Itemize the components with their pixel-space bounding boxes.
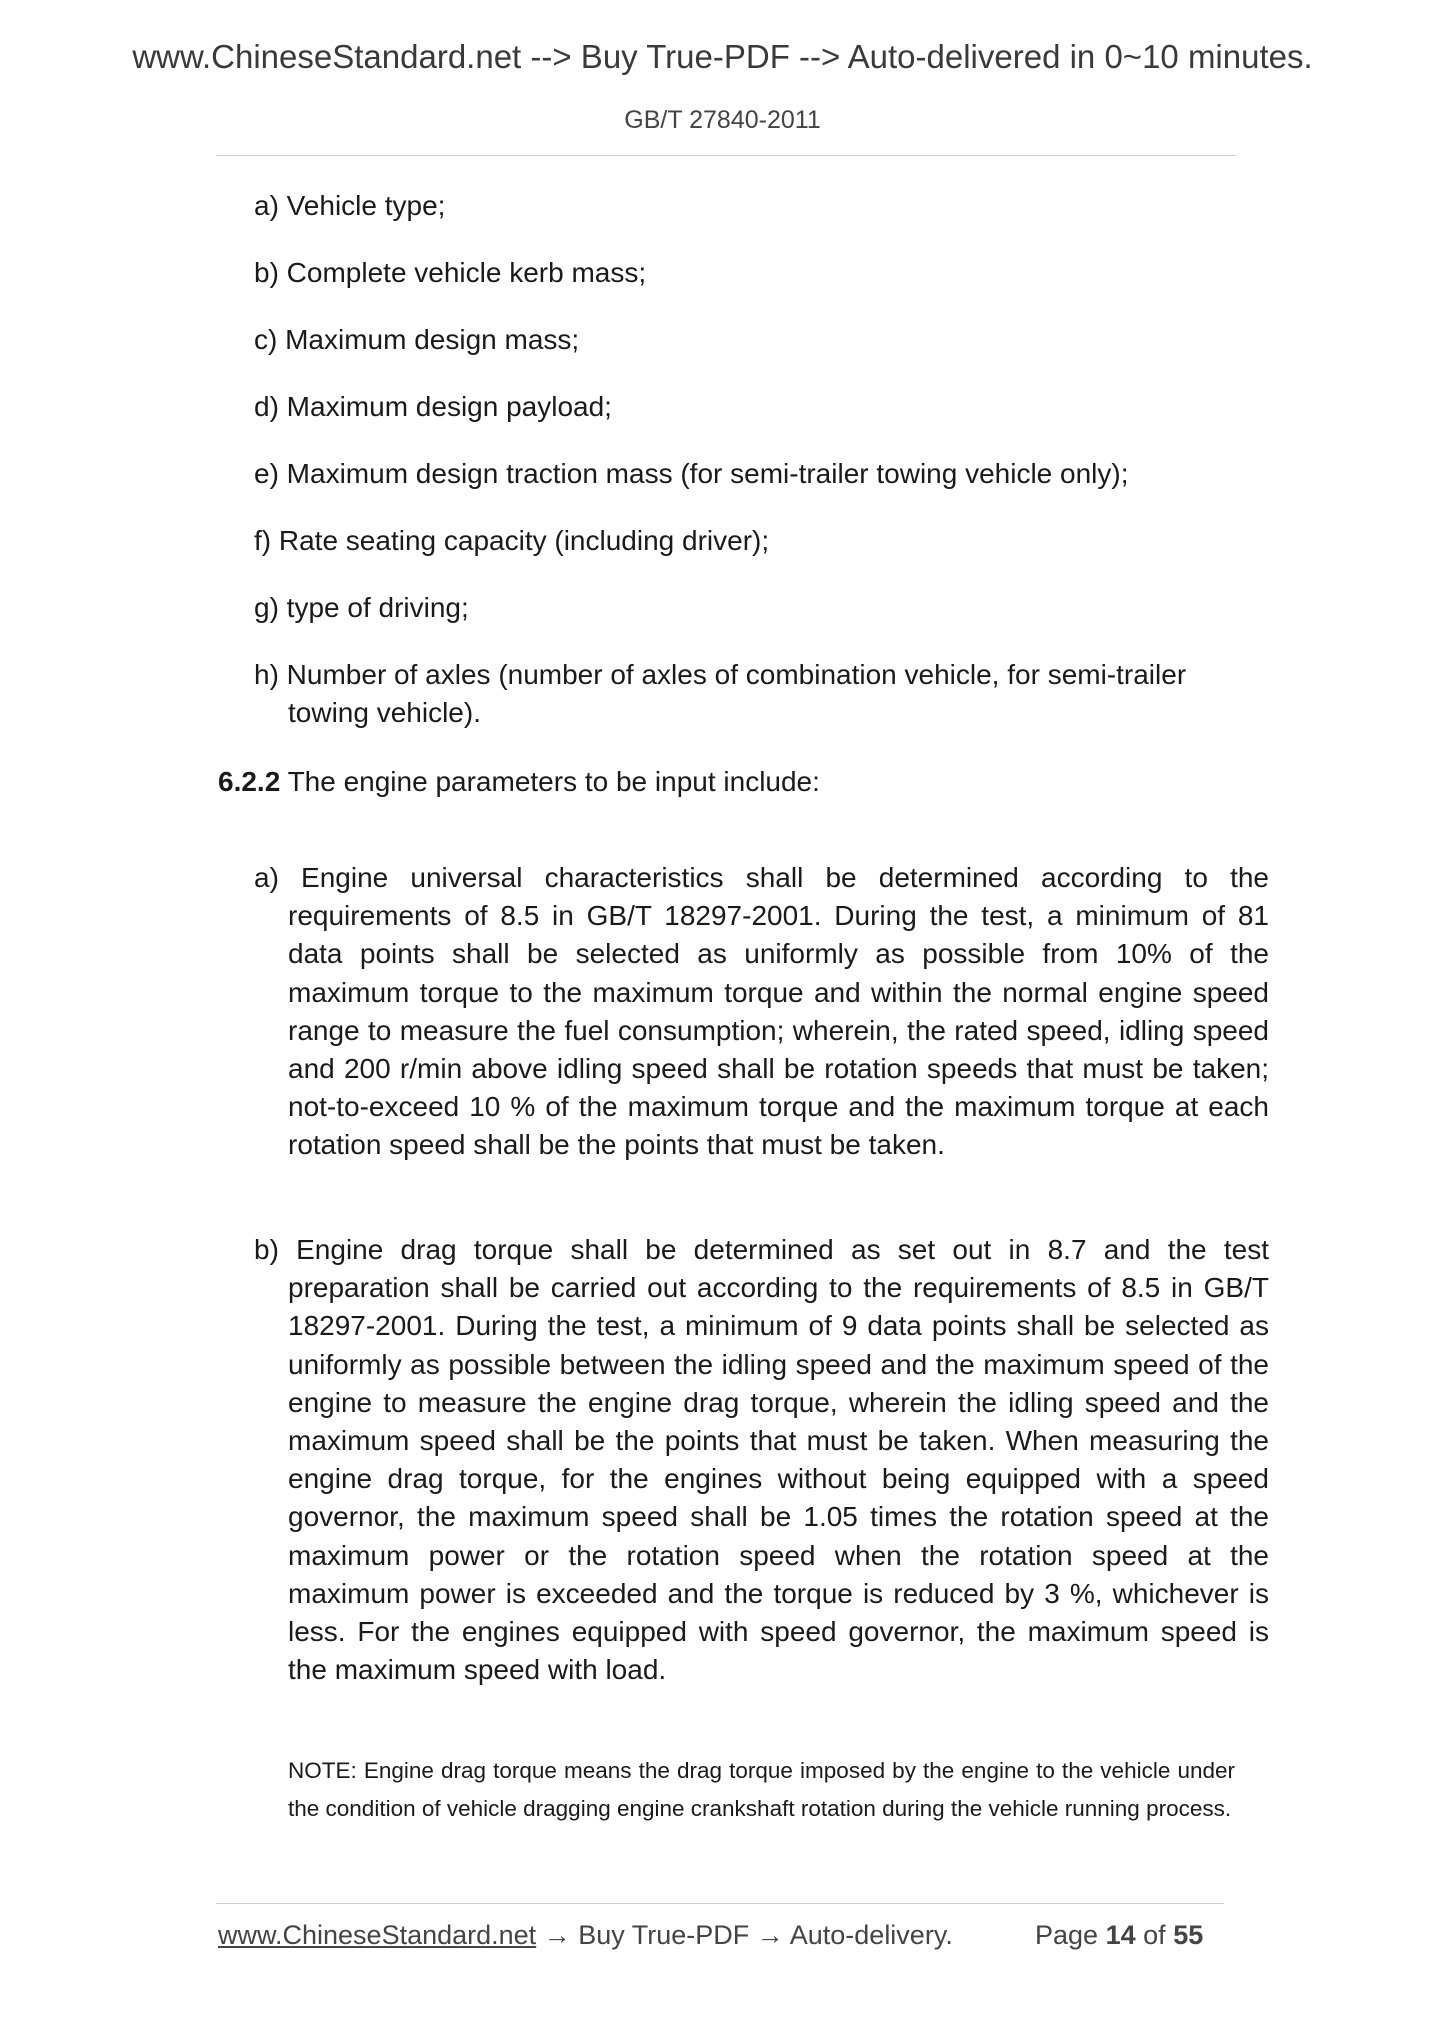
list-item: h) Number of axles (number of axles of combination vehicle, for semi-trailer towing vehicle). <box>254 659 1187 728</box>
page-total: 55 <box>1173 1920 1204 1950</box>
list-item: b) Complete vehicle kerb mass; <box>254 257 647 288</box>
list-item: e) Maximum design traction mass (for semi-trailer towing vehicle only); <box>254 458 1129 489</box>
footer-divider <box>216 1903 1224 1904</box>
engine-drag-torque-paragraph: b) Engine drag torque shall be determined as set out in 8.7 and the test preparation shall be carried out according to the requirements of 8.5 in GB/T 18297-2001. During the test, a minimum of 9 data points shall be selected as uniformly as possible between the idling speed and the maximum speed of the engine to measure the engine drag torque, wherein the idling speed and the maximum speed shall be the points that must be taken. When measuring the engine drag torque, for the engines without being equipped with a speed governor, the maximum speed shall be 1.05 times the rotation speed at the maximum power or the rotation speed when the rotation speed at the maximum power is exceeded and the torque is reduced by 3 %, whichever is less. For the engines equipped with speed governor, the maximum speed is the maximum speed with load. <box>254 1234 1269 1686</box>
list-item: g) type of driving; <box>254 592 469 623</box>
note: NOTE: Engine drag torque means the drag torque imposed by the engine to the vehicle under the condition of vehicle dragging engine crankshaft rotation during the vehicle running process. <box>288 1757 1235 1821</box>
input-parameter-list <box>254 187 1235 732</box>
footer-promo-text: → Buy True-PDF → Auto-delivery. <box>536 1920 953 1950</box>
header-divider <box>216 155 1236 156</box>
page-indicator <box>1035 1920 1203 1951</box>
list-item: f) Rate seating capacity (including driver); <box>254 525 770 556</box>
standard-number: GB/T 27840-2011 <box>624 106 821 134</box>
of-label: of <box>1143 1920 1166 1950</box>
clause-heading <box>218 763 820 801</box>
top-banner: www.ChineseStandard.net --> Buy True-PDF --> Auto-delivered in 0~10 minutes. <box>132 38 1313 75</box>
footer-promo <box>218 1920 953 1951</box>
clause-number: 6.2.2 <box>218 766 281 797</box>
page-label: Page <box>1035 1920 1099 1950</box>
page-number: 14 <box>1105 1920 1136 1950</box>
list-item: a) Vehicle type; <box>254 190 446 221</box>
list-item: d) Maximum design payload; <box>254 391 612 422</box>
list-item: c) Maximum design mass; <box>254 324 580 355</box>
clause-text: The engine parameters to be input include: <box>287 766 820 797</box>
footer-site-link[interactable]: www.ChineseStandard.net <box>218 1920 537 1950</box>
engine-characteristics-paragraph: a) Engine universal characteristics shall be determined according to the requirements of 8.5 in GB/T 18297-2001. During the test, a minimum of 81 data points shall be selected as uniformly as possible from 10% of the maximum torque to the maximum torque and within the normal engine speed range to measure the fuel consumption; wherein, the rated speed, idling speed and 200 r/min above idling speed shall be rotation speeds that must be taken; not-to-exceed 10 % of the maximum torque and the maximum torque at each rotation speed shall be the points that must be taken. <box>254 862 1269 1161</box>
